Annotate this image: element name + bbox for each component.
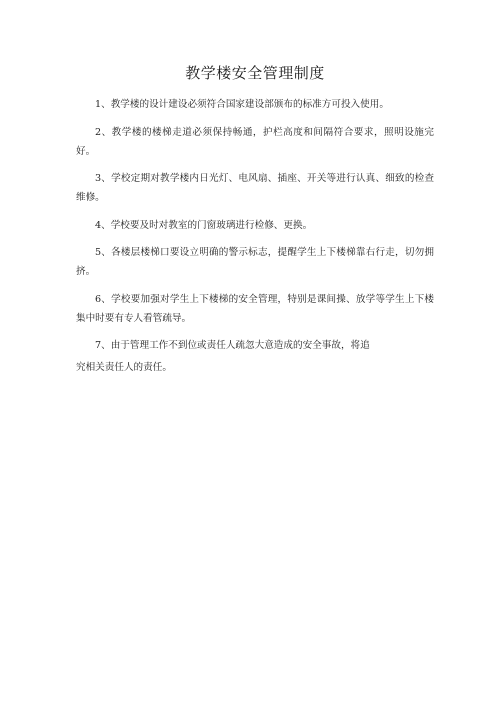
rule-paragraph-2: 2、教学楼的楼梯走道必须保持畅通，护栏高度和间隔符合要求，照明设施完好。 [76, 126, 434, 157]
rule-paragraph-5: 5、各楼层楼梯口要设立明确的警示标志，提醒学生上下楼梯靠右行走，切勿拥挤。 [76, 247, 434, 277]
rule-paragraph-7: 7、由于管理工作不到位或责任人疏忽大意造成的安全事故，将追 [95, 340, 370, 351]
rule-paragraph-1: 1、教学楼的设计建设必须符合国家建设部颁布的标准方可投入使用。 [95, 99, 389, 110]
document-page [76, 62, 434, 386]
rule-paragraph-3: 3、学校定期对教学楼内日光灯、电风扇、插座、开关等进行认真、细致的检查维修。 [76, 173, 434, 203]
rule-paragraph-4: 4、学校要及时对教室的门窗玻璃进行检修、更换。 [95, 219, 313, 231]
rule-paragraph-6: 6、学校要加强对学生上下楼梯的安全管理，特别是课间操、放学等学生上下楼集中时要有专人看管疏导。 [76, 293, 434, 324]
document-title: 教学楼安全管理制度 [185, 64, 325, 82]
rule-paragraph-7-continued: 究相关责任人的责任。 [76, 362, 172, 373]
